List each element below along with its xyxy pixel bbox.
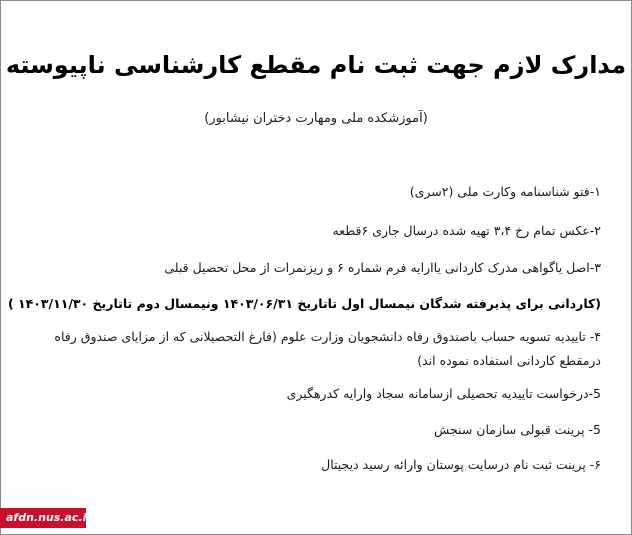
list-item: ۱-فتو شناسنامه وکارت ملی (۲سری) [409, 184, 601, 199]
list-item: ۴- تاییدیه تسویه حساب باصندوق رفاه دانشجویان وزارت علوم (فارغ التحصیلانی که از مزایای صندوق رفاه درمقطع کاردانی استفاده نموده اند) [54, 329, 601, 368]
list-item: 5- پرینت قبولی سازمان سنجش [434, 422, 601, 437]
list-item: ۲-عکس تمام رخ ۳،۴ تهیه شده درسال جاری ۶قطعه [332, 223, 601, 238]
list-item: 5-درخواست تاییدیه تحصیلی ازسامانه سجاد وارایه کدرهگیری [286, 386, 601, 401]
site-watermark: afdn.nus.ac.ir [0, 508, 86, 528]
page-subtitle: (آموزشکده ملی ومهارت دختران نیشابور) [204, 111, 428, 126]
list-item: ۶- پرینت ثبت نام درسایت پوستان وارائه رسید دیجیتال [321, 457, 601, 472]
date-note: (کاردانی برای پذیرفته شدگان نیمسال اول تاتاریخ ۱۴۰۳/۰۶/۳۱ ونیمسال دوم تاتاریخ ۱۴۰۳/۱۱/۳۰ ) [7, 296, 601, 311]
list-item: ۳-اصل یاگواهی مدرک کاردانی یاارایه فرم شماره ۶ و ریزنمرات از محل تحصیل قبلی [164, 260, 601, 275]
page-title: مدارک لازم جهت ثبت نام مقطع کارشناسی ناپیوسته [5, 51, 627, 79]
